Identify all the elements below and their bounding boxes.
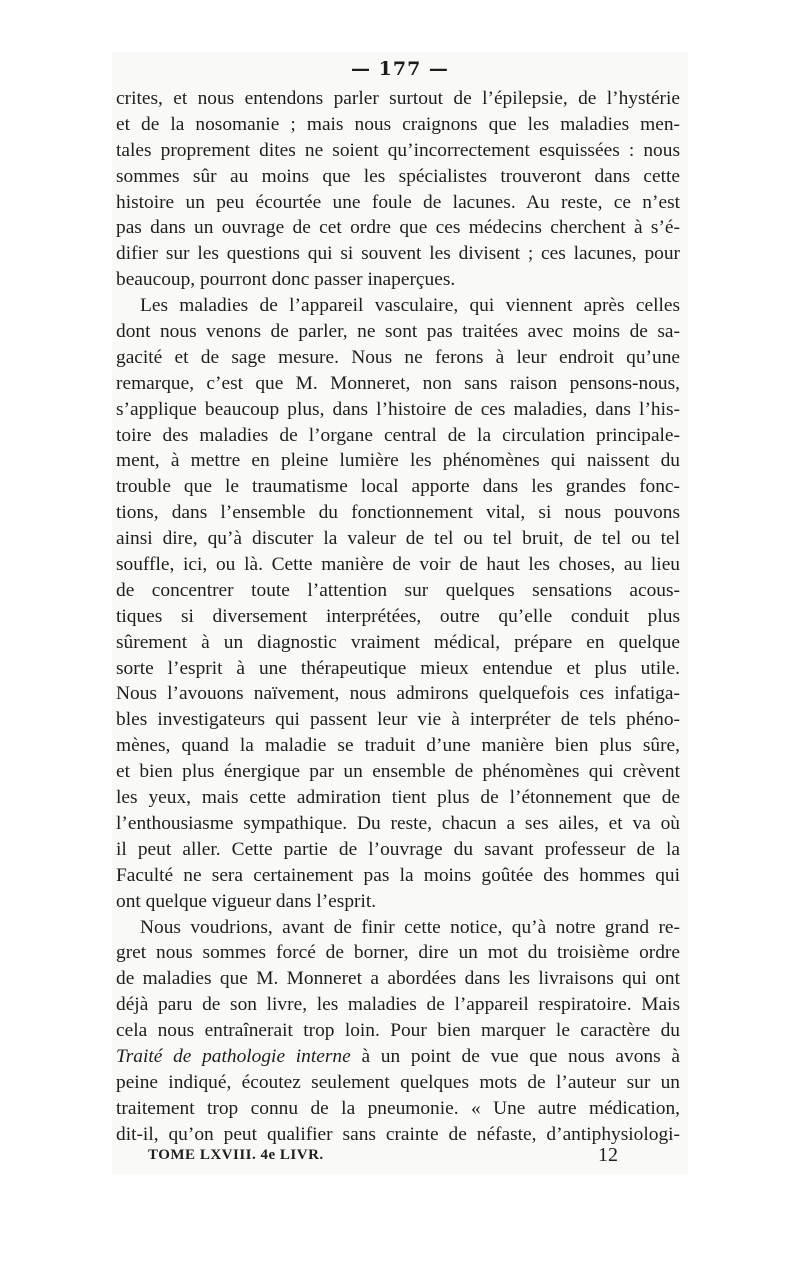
text-line <box>116 448 680 474</box>
text-line-content: sorte l’esprit à une thérapeutique mieux entendue et plus utile. <box>116 657 680 679</box>
text-line <box>116 733 680 759</box>
text-line <box>116 552 680 578</box>
text-line <box>116 604 680 630</box>
text-line-content: il peut aller. Cette partie de l’ouvrage du savant professeur de la <box>116 838 680 860</box>
text-line-content: l’enthousiasme sympathique. Du reste, chacun a ses ailes, et va où <box>116 812 680 834</box>
text-line <box>116 1044 680 1070</box>
text-line <box>116 889 680 915</box>
text-line-content: mènes, quand la maladie se traduit d’une manière bien plus sûre, <box>116 735 680 757</box>
text-line-content: toire des maladies de l’organe central de la circulation principale- <box>116 424 680 446</box>
text-line <box>116 267 680 293</box>
text-line <box>116 241 680 267</box>
text-line <box>116 681 680 707</box>
text-line <box>116 345 680 371</box>
text-line <box>116 940 680 966</box>
text-line-content: de concentrer toute l’attention sur quelques sensations acous- <box>116 579 680 601</box>
text-line-content: cela nous entraînerait trop loin. Pour bien marquer le caractère du <box>116 1020 680 1042</box>
text-line <box>116 785 680 811</box>
text-line-content: gacité et de sage mesure. Nous ne ferons à leur endroit qu’une <box>116 346 680 368</box>
text-line <box>116 992 680 1018</box>
text-line-content: peine indiqué, écoutez seulement quelques mots de l’auteur sur un <box>116 1071 680 1093</box>
text-line-content: s’applique beaucoup plus, dans l’histoire de ces maladies, dans l’his- <box>116 398 680 420</box>
body-text <box>116 86 680 1148</box>
text-line <box>116 526 680 552</box>
text-line-content: souffle, ici, ou là. Cette manière de voir de haut les choses, au lieu <box>116 554 680 576</box>
text-line-content: et bien plus énergique par un ensemble de phénomènes qui crèvent <box>116 761 680 783</box>
text-line <box>116 164 680 190</box>
text-line-content: dit-il, qu’on peut qualifier sans crainte de néfaste, d’antiphysiologi- <box>116 1123 680 1145</box>
text-line-content: Les maladies de l’appareil vasculaire, qui viennent après celles <box>140 295 680 317</box>
text-line <box>116 656 680 682</box>
text-line <box>116 966 680 992</box>
text-line <box>116 371 680 397</box>
text-line <box>116 707 680 733</box>
text-line-content: Nous l’avouons naïvement, nous admirons quelquefois ces infatiga- <box>116 683 680 705</box>
text-line <box>116 474 680 500</box>
text-line <box>116 86 680 112</box>
text-line <box>116 759 680 785</box>
text-line-content: dont nous venons de parler, ne sont pas traitées avec moins de sa- <box>116 321 680 343</box>
text-line <box>116 500 680 526</box>
text-line <box>116 630 680 656</box>
text-line-content: pas dans un ouvrage de cet ordre que ces médecins cherchent à s’é- <box>116 217 680 239</box>
text-line <box>116 397 680 423</box>
text-line <box>116 1070 680 1096</box>
text-line <box>116 811 680 837</box>
text-line <box>116 837 680 863</box>
text-line <box>116 863 680 889</box>
text-line-content: Faculté ne sera certainement pas la moins goûtée des hommes qui <box>116 864 680 886</box>
text-line <box>116 319 680 345</box>
text-line-content: de maladies que M. Monneret a abordées dans les livraisons qui ont <box>116 968 680 990</box>
text-line-content: histoire un peu écourtée une foule de lacunes. Au reste, ce n’est <box>116 191 680 213</box>
text-line-content: tions, dans l’ensemble du fonctionnement vital, si nous pouvons <box>116 502 680 524</box>
text-line-content: déjà paru de son livre, les maladies de l’appareil respiratoire. Mais <box>116 994 680 1016</box>
text-line <box>116 138 680 164</box>
text-line <box>116 112 680 138</box>
text-line <box>116 1096 680 1122</box>
text-line-content: ainsi dire, qu’à discuter la valeur de tel ou tel bruit, de tel ou tel <box>116 528 680 550</box>
text-line-content: beaucoup, pourront donc passer inaperçues. <box>116 269 456 291</box>
text-line-content: et de la nosomanie ; mais nous craignons que les maladies men- <box>116 113 680 135</box>
page-number: — 177 — <box>351 58 449 80</box>
text-line <box>116 578 680 604</box>
text-line-content: ont quelque vigueur dans l’esprit. <box>116 890 377 912</box>
text-line-content: Nous voudrions, avant de finir cette notice, qu’à notre grand re- <box>140 916 680 938</box>
text-line-content: difier sur les questions qui si souvent les divisent ; ces lacunes, pour <box>116 243 680 265</box>
text-line-content: sommes sûr au moins que les spécialistes trouveront dans cette <box>116 165 680 187</box>
text-line-content: ment, à mettre en pleine lumière les phénomènes qui naissent du <box>116 450 680 472</box>
text-line <box>116 1122 680 1148</box>
volume-label: TOME LXVIII. 4e LIVR. <box>148 1147 324 1163</box>
text-line <box>116 190 680 216</box>
text-line <box>116 293 680 319</box>
text-line-content: trouble que le traumatisme local apporte dans les grandes fonc- <box>116 476 680 498</box>
text-line <box>116 1018 680 1044</box>
text-line-content: les yeux, mais cette admiration tient plus de l’étonnement que de <box>116 787 680 809</box>
text-line-content: crites, et nous entendons parler surtout de l’épilepsie, de l’hystérie <box>116 88 680 109</box>
signature-mark: 12 <box>598 1144 618 1166</box>
text-line-content: tales proprement dites ne soient qu’incorrectement esquissées : nous <box>116 139 680 161</box>
text-line-content: traitement trop connu de la pneumonie. « Une autre médication, <box>116 1097 680 1119</box>
text-line <box>116 215 680 241</box>
text-line-content: bles investigateurs qui passent leur vie à interpréter de tels phéno- <box>116 709 680 731</box>
text-line-content: à un point de vue que nous avons à <box>350 1045 680 1067</box>
text-line-content: tiques si diversement interprétées, outre qu’elle conduit plus <box>116 605 680 627</box>
text-line <box>116 423 680 449</box>
italic-title: Traité de pathologie interne <box>116 1045 351 1067</box>
text-line-content: gret nous sommes forcé de borner, dire un mot du troisième ordre <box>116 942 680 964</box>
text-line-content: remarque, c’est que M. Monneret, non sans raison pensons-nous, <box>116 372 680 394</box>
text-line-content: sûrement à un diagnostic vraiment médical, prépare en quelque <box>116 631 680 653</box>
text-line <box>116 915 680 941</box>
